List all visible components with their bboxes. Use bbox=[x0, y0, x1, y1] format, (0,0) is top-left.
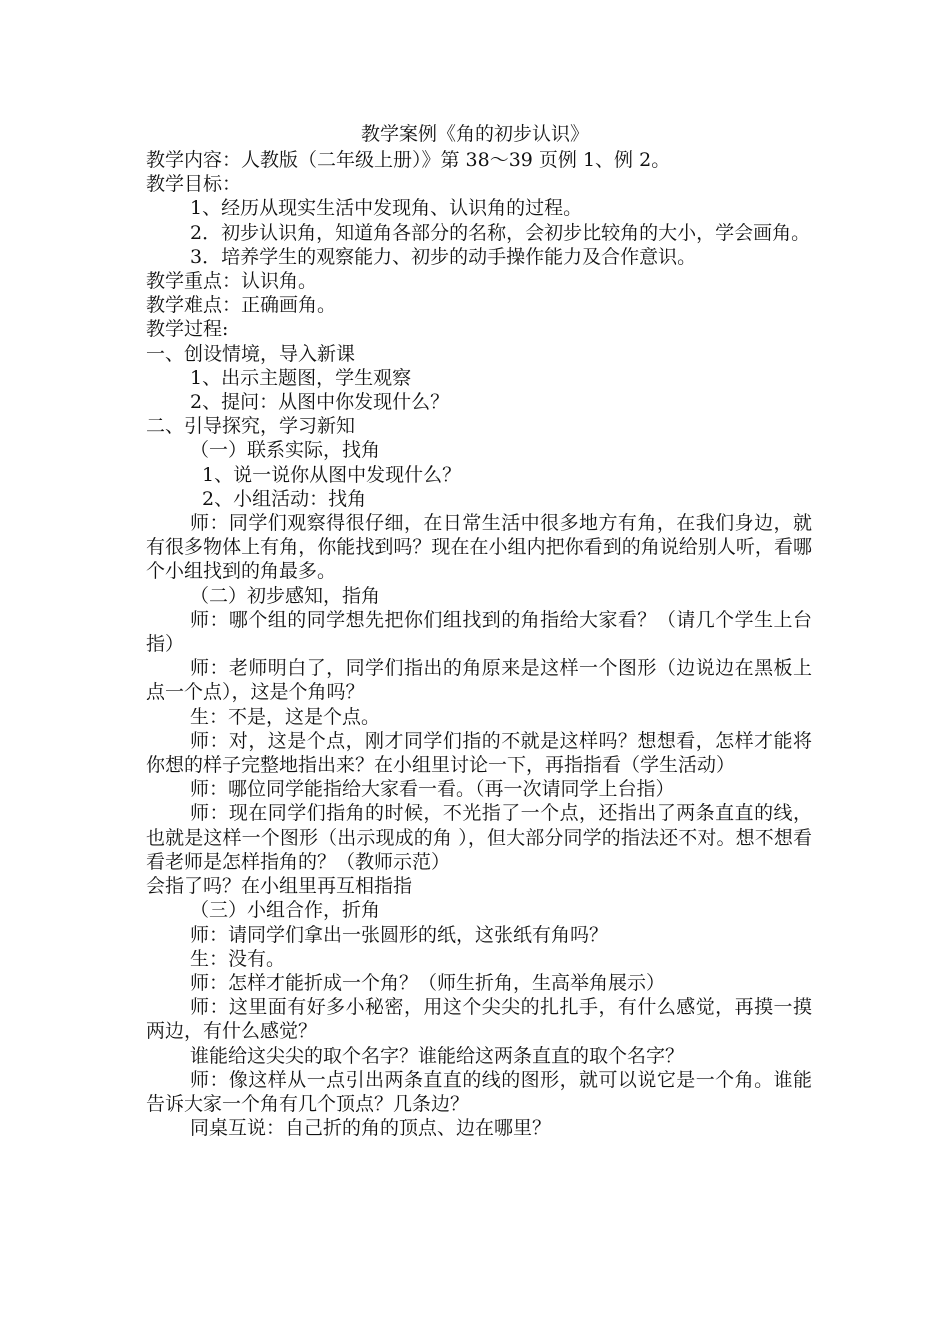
document-title: 教学案例《角的初步认识》 bbox=[360, 123, 589, 145]
paragraph: 师：哪位同学能指给大家看一看。（再一次请同学上台指） bbox=[190, 778, 675, 801]
paragraph: 一、创设情境，导入新课 bbox=[146, 342, 356, 365]
paragraph: 会指了吗？在小组里再互相指指 bbox=[146, 875, 413, 898]
paragraph: 1、说一说你从图中发现什么？ bbox=[202, 463, 462, 486]
paragraph: 教学内容：人教版（二年级上册）》第 38～39 页例 1、例 2。 bbox=[146, 149, 671, 171]
paragraph: 教学难点：正确画角。 bbox=[146, 294, 337, 317]
paragraph: （一）联系实际，找角 bbox=[190, 439, 381, 462]
paragraph: 同桌互说：自己折的角的顶点、边在哪里？ bbox=[190, 1117, 552, 1140]
paragraph: 教学重点：认识角。 bbox=[146, 270, 318, 293]
paragraph: 师：同学们观察得很仔细，在日常生活中很多地方有角，在我们身边，就有很多物体上有角，你能找到吗？现在在小组内把你看到的角说给别人听，看哪个小组找到的角最多。 bbox=[146, 512, 812, 583]
document-body bbox=[146, 148, 812, 1140]
paragraph: 师：这里面有好多小秘密，用这个尖尖的扎扎手，有什么感觉，再摸一摸两边，有什么感觉？ bbox=[146, 996, 812, 1043]
paragraph: 2、提问：从图中你发现什么？ bbox=[190, 391, 450, 414]
paragraph: 师：像这样从一点引出两条直直的线的图形，就可以说它是一个角。谁能告诉大家一个角有几个顶点？几条边？ bbox=[146, 1068, 812, 1115]
paragraph: 二、引导探究，学习新知 bbox=[146, 415, 356, 438]
paragraph: 教学过程: bbox=[146, 318, 229, 341]
paragraph: 师：怎样才能折成一个角？（师生折角，生高举角展示） bbox=[190, 971, 666, 994]
paragraph: 师：对，这是个点，刚才同学们指的不就是这样吗？想想看，怎样才能将你想的样子完整地指出来？在小组里讨论一下，再指指看（学生活动） bbox=[146, 729, 812, 777]
paragraph: 教学目标： bbox=[146, 173, 242, 196]
paragraph: 师：老师明白了，同学们指出的角原来是这样一个图形（边说边在黑板上点一个点），这是个角吗？ bbox=[146, 657, 812, 704]
paragraph: 3．培养学生的观察能力、初步的动手操作能力及合作意识。 bbox=[190, 245, 697, 268]
paragraph: 2．初步认识角，知道角各部分的名称，会初步比较角的大小，学会画角。 bbox=[190, 221, 811, 244]
paragraph: 师：请同学们拿出一张圆形的纸，这张纸有角吗？ bbox=[190, 923, 609, 946]
paragraph: （三）小组合作，折角 bbox=[190, 899, 381, 922]
paragraph: 师：现在同学们指角的时候，不光指了一个点，还指出了两条直直的线，也就是这样一个图形（出示现成的角 ），但大部分同学的指法还不对。想不想看看老师是怎样指角的？（教师示范） bbox=[146, 802, 812, 873]
paragraph: 生：不是，这是个点。 bbox=[190, 705, 381, 728]
paragraph: 1、出示主题图，学生观察 bbox=[190, 366, 412, 389]
paragraph: 2、小组活动：找角 bbox=[202, 487, 367, 510]
paragraph: （二）初步感知，指角 bbox=[190, 584, 381, 607]
paragraph: 生：没有。 bbox=[190, 947, 286, 970]
paragraph: 1、经历从现实生活中发现角、认识角的过程。 bbox=[190, 197, 583, 220]
paragraph: 谁能给这尖尖的取个名字？谁能给这两条直直的取个名字？ bbox=[190, 1044, 685, 1067]
paragraph: 师：哪个组的同学想先把你们组找到的角指给大家看？（请几个学生上台指） bbox=[146, 608, 812, 656]
